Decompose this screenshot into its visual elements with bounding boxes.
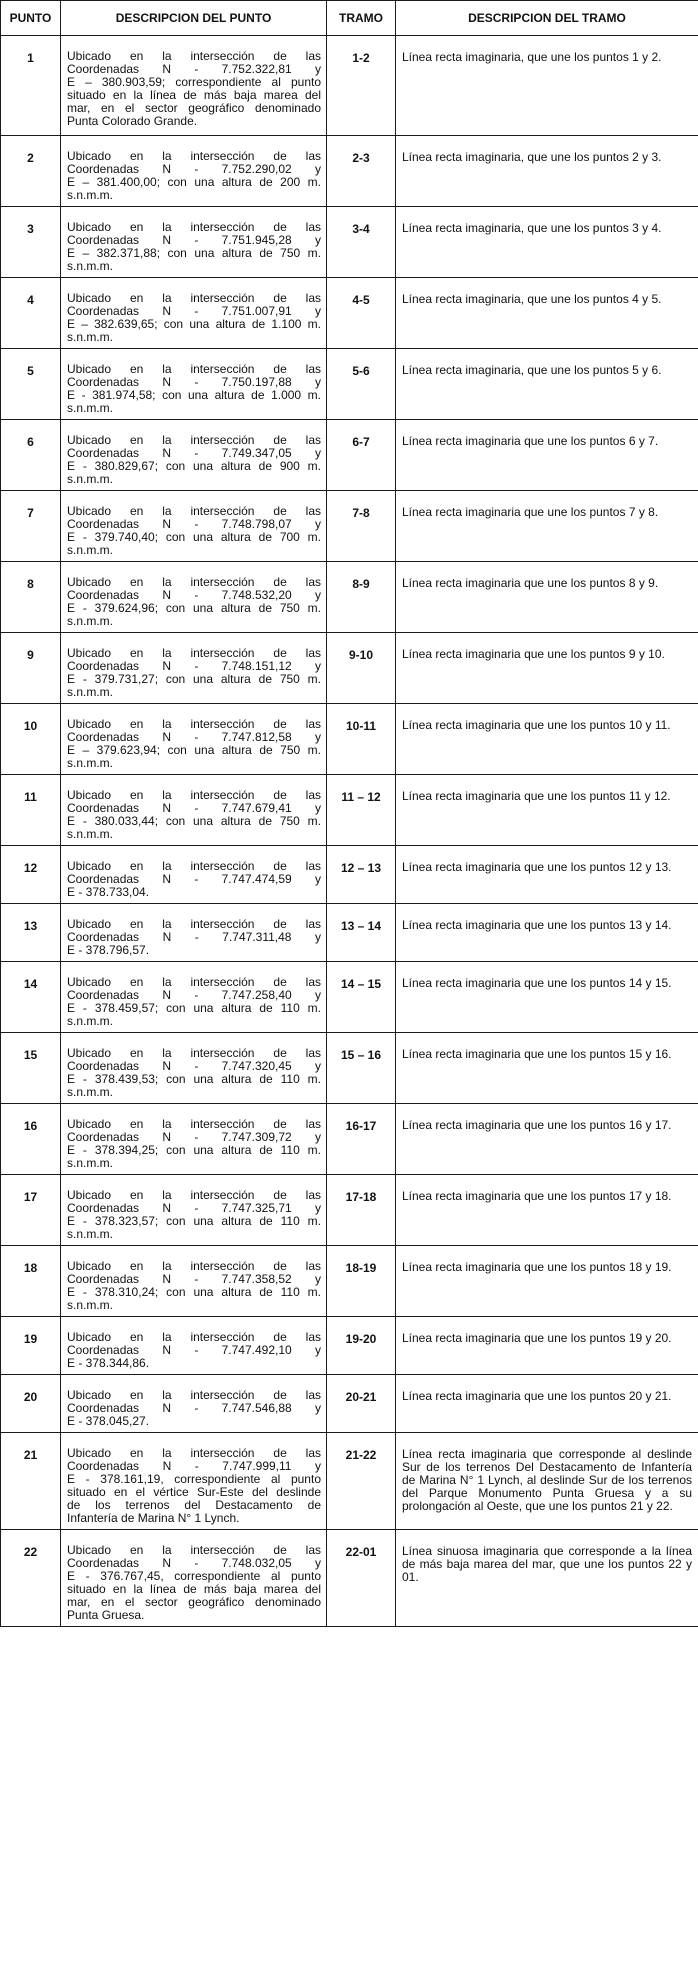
table-row [1,136,698,207]
tramo-description-text: Línea recta imaginaria que une los puntos 16 y 17. [402,1118,672,1132]
description-line: Ubicado en la intersección de las [67,362,321,376]
tramo-description [396,491,698,562]
punto-description [61,491,327,562]
tramo-label: 14 – 15 [327,962,396,1033]
punto-number: 6 [1,420,61,491]
table-row [1,1530,698,1627]
description-line: Ubicado en la intersección de las [67,646,321,660]
description-line: E - 380.033,44; con una altura de 750 m. [67,814,321,828]
tramo-label: 1-2 [327,36,396,136]
tramo-label: 3-4 [327,207,396,278]
tramo-description-text: Línea recta imaginaria, que une los puntos 5 y 6. [402,363,662,377]
description-line: s.n.m.m. [67,1156,114,1170]
description-line: Coordenadas N - 7.747.812,58 y [67,730,321,744]
description-line: E - 378.344,86. [67,1356,150,1370]
description-line: Ubicado en la intersección de las [67,859,321,873]
description-line: Ubicado en la intersección de las [67,1330,321,1344]
tramo-description [396,1033,698,1104]
punto-description [61,36,327,136]
tramo-description-text: Línea recta imaginaria que une los puntos 9 y 10. [402,647,665,661]
table-row [1,1033,698,1104]
tramo-description-text: Línea recta imaginaria que une los puntos 17 y 18. [402,1189,672,1203]
table-row [1,904,698,962]
description-line: situado en el vértice Sur-Este del deslinde [67,1485,321,1499]
description-line: Coordenadas N - 7.751.007,91 y [67,304,321,318]
punto-number: 11 [1,775,61,846]
tramo-label: 6-7 [327,420,396,491]
description-line: Punta Colorado Grande. [67,114,198,128]
description-line: s.n.m.m. [67,756,114,770]
table-row [1,1104,698,1175]
tramo-description [396,1530,698,1627]
tramo-description [396,136,698,207]
punto-description [61,775,327,846]
description-line: s.n.m.m. [67,401,114,415]
tramo-description-text: Línea recta imaginaria, que une los puntos 3 y 4. [402,221,662,235]
description-line: Ubicado en la intersección de las [67,1046,321,1060]
punto-number: 7 [1,491,61,562]
table-row [1,491,698,562]
tramo-label: 5-6 [327,349,396,420]
table-row [1,1175,698,1246]
description-line: E – 381.400,00; con una altura de 200 m. [67,175,321,189]
tramo-description [396,704,698,775]
description-line: Coordenadas N - 7.747.320,45 y [67,1059,321,1073]
tramo-description-text: Línea recta imaginaria, que une los puntos 4 y 5. [402,292,662,306]
description-line: Coordenadas N - 7.747.309,72 y [67,1130,321,1144]
tramo-description [396,1104,698,1175]
description-line: Coordenadas N - 7.750.197,88 y [67,375,321,389]
punto-number: 13 [1,904,61,962]
punto-description [61,704,327,775]
tramo-description [396,904,698,962]
tramo-description [396,420,698,491]
description-line: s.n.m.m. [67,259,114,273]
punto-description [61,846,327,904]
punto-number: 12 [1,846,61,904]
description-line: Ubicado en la intersección de las [67,917,321,931]
description-line: E - 379.740,40; con una altura de 700 m. [67,530,321,544]
description-line: Ubicado en la intersección de las [67,1259,321,1273]
description-line: E - 378.459,57; con una altura de 110 m. [67,1001,321,1015]
tramo-description-text: Línea recta imaginaria que une los puntos 8 y 9. [402,576,659,590]
table-row [1,775,698,846]
description-line: Ubicado en la intersección de las [67,1446,321,1460]
header-punto: PUNTO [1,1,61,36]
description-line: Coordenadas N - 7.747.679,41 y [67,801,321,815]
tramo-description [396,207,698,278]
tramo-label: 13 – 14 [327,904,396,962]
punto-description [61,349,327,420]
punto-number: 1 [1,36,61,136]
tramo-label: 16-17 [327,1104,396,1175]
description-line: Coordenadas N - 7.747.258,40 y [67,988,321,1002]
punto-number: 18 [1,1246,61,1317]
description-line: mar, en el sector geográfico denominado [67,101,321,115]
description-line: Ubicado en la intersección de las [67,1188,321,1202]
tramo-description-text: Línea recta imaginaria que une los puntos 6 y 7. [402,434,659,448]
header-tramo: TRAMO [327,1,396,36]
table-body [1,36,698,1627]
tramo-description-text: Línea recta imaginaria que une los puntos 11 y 12. [402,789,671,803]
description-line: Coordenadas N - 7.749.347,05 y [67,446,321,460]
description-line: s.n.m.m. [67,1085,114,1099]
tramo-label: 19-20 [327,1317,396,1375]
table-row [1,278,698,349]
description-line: s.n.m.m. [67,1298,114,1312]
table-row [1,1317,698,1375]
table-row [1,420,698,491]
tramo-label: 15 – 16 [327,1033,396,1104]
tramo-description [396,36,698,136]
tramo-description [396,1175,698,1246]
tramo-description [396,1317,698,1375]
table-row [1,1433,698,1530]
punto-description [61,207,327,278]
description-line: s.n.m.m. [67,330,114,344]
description-line: Ubicado en la intersección de las [67,49,321,63]
tramo-description-text: Línea recta imaginaria que une los puntos 7 y 8. [402,505,659,519]
description-line: E - 378.323,57; con una altura de 110 m. [67,1214,321,1228]
description-line: E - 379.731,27; con una altura de 750 m. [67,672,321,686]
tramo-description-text: Línea recta imaginaria que une los puntos 20 y 21. [402,1389,672,1403]
header-descripcion-punto: DESCRIPCION DEL PUNTO [61,1,327,36]
punto-description [61,904,327,962]
tramo-description-text: Línea sinuosa imaginaria que corresponde a la línea de más baja marea del mar, que une los puntos 22 y 01. [402,1544,692,1584]
description-line: Ubicado en la intersección de las [67,1543,321,1557]
tramo-label: 20-21 [327,1375,396,1433]
tramo-label: 7-8 [327,491,396,562]
description-line: Coordenadas N - 7.747.325,71 y [67,1201,321,1215]
description-line: E – 380.903,59; correspondiente al punto [67,75,321,89]
description-line: Ubicado en la intersección de las [67,975,321,989]
description-line: mar, en el sector geográfico denominado [67,1595,321,1609]
punto-description [61,1104,327,1175]
tramo-label: 4-5 [327,278,396,349]
tramo-label: 18-19 [327,1246,396,1317]
description-line: situado en la línea de más baja marea del [67,88,321,102]
description-line: s.n.m.m. [67,1014,114,1028]
tramo-label: 10-11 [327,704,396,775]
tramo-description-text: Línea recta imaginaria, que une los puntos 2 y 3. [402,150,662,164]
tramo-description [396,962,698,1033]
tramo-description [396,562,698,633]
table-header-row [1,1,698,36]
punto-number: 8 [1,562,61,633]
description-line: Coordenadas N - 7.752.322,81 y [67,62,321,76]
tramo-label: 2-3 [327,136,396,207]
description-line: Coordenadas N - 7.747.492,10 y [67,1343,321,1357]
description-line: Punta Gruesa. [67,1608,145,1622]
table-row [1,704,698,775]
tramo-description-text: Línea recta imaginaria que une los puntos 12 y 13. [402,860,672,874]
header-descripcion-tramo: DESCRIPCION DEL TRAMO [396,1,698,36]
description-line: Ubicado en la intersección de las [67,220,321,234]
punto-number: 15 [1,1033,61,1104]
tramo-label: 11 – 12 [327,775,396,846]
punto-description [61,562,327,633]
tramo-description-text: Línea recta imaginaria que une los puntos 10 y 11. [402,718,671,732]
tramo-label: 12 – 13 [327,846,396,904]
punto-number: 3 [1,207,61,278]
description-line: Ubicado en la intersección de las [67,1117,321,1131]
description-line: Coordenadas N - 7.747.999,11 y [67,1459,321,1473]
tramo-description-text: Línea recta imaginaria que corresponde al deslinde Sur de los terrenos Del Destacamento de Infantería de Marina N° 1 Lynch, al deslinde Sur de los terrenos del Parque Monumento Punta Gruesa y a su prolongación al Oeste, que une los puntos 21 y 22. [402,1447,692,1513]
punto-description [61,962,327,1033]
description-line: Ubicado en la intersección de las [67,788,321,802]
description-line: Coordenadas N - 7.747.474,59 y [67,872,321,886]
description-line: E - 378.796,57. [67,943,150,957]
tramo-description-text: Línea recta imaginaria que une los puntos 14 y 15. [402,976,672,990]
description-line: s.n.m.m. [67,685,114,699]
tramo-description-text: Línea recta imaginaria, que une los puntos 1 y 2. [402,50,662,64]
punto-number: 21 [1,1433,61,1530]
tramo-description-text: Línea recta imaginaria que une los puntos 19 y 20. [402,1331,672,1345]
description-line: situado en la línea de más baja marea del [67,1582,321,1596]
punto-number: 14 [1,962,61,1033]
punto-description [61,1175,327,1246]
punto-number: 2 [1,136,61,207]
description-line: Coordenadas N - 7.748.532,20 y [67,588,321,602]
description-line: E - 379.624,96; con una altura de 750 m. [67,601,321,615]
description-line: s.n.m.m. [67,1227,114,1241]
description-line: Coordenadas N - 7.748.798,07 y [67,517,321,531]
description-line: E - 378.161,19, correspondiente al punto [67,1472,321,1486]
table-row [1,1246,698,1317]
description-line: E – 379.623,94; con una altura de 750 m. [67,743,321,757]
punto-description [61,136,327,207]
description-line: s.n.m.m. [67,472,114,486]
punto-number: 19 [1,1317,61,1375]
punto-number: 9 [1,633,61,704]
punto-number: 4 [1,278,61,349]
description-line: E - 378.394,25; con una altura de 110 m. [67,1143,321,1157]
description-line: E - 381.974,58; con una altura de 1.000 m. [67,388,321,402]
description-line: E - 378.733,04. [67,885,150,899]
description-line: E – 382.639,65; con una altura de 1.100 m. [67,317,321,331]
tramo-description [396,846,698,904]
table-row [1,633,698,704]
punto-description [61,420,327,491]
description-line: Coordenadas N - 7.748.151,12 y [67,659,321,673]
description-line: Ubicado en la intersección de las [67,504,321,518]
tramo-description [396,278,698,349]
tramo-description [396,775,698,846]
tramo-description [396,633,698,704]
description-line: s.n.m.m. [67,827,114,841]
table-row [1,1375,698,1433]
description-line: Ubicado en la intersección de las [67,1388,321,1402]
tramo-description [396,1433,698,1530]
punto-description [61,1375,327,1433]
description-line: E - 378.439,53; con una altura de 110 m. [67,1072,321,1086]
punto-description [61,1433,327,1530]
description-line: Ubicado en la intersección de las [67,433,321,447]
tramo-description [396,1246,698,1317]
table-row [1,562,698,633]
description-line: Coordenadas N - 7.751.945,28 y [67,233,321,247]
description-line: Coordenadas N - 7.747.358,52 y [67,1272,321,1286]
description-line: E - 378.310,24; con una altura de 110 m. [67,1285,321,1299]
description-line: Coordenadas N - 7.752.290,02 y [67,162,321,176]
tramo-description [396,1375,698,1433]
tramo-label: 17-18 [327,1175,396,1246]
description-line: Ubicado en la intersección de las [67,575,321,589]
tramo-label: 22-01 [327,1530,396,1627]
description-line: Ubicado en la intersección de las [67,291,321,305]
description-line: Infantería de Marina N° 1 Lynch. [67,1511,240,1525]
punto-number: 17 [1,1175,61,1246]
tramo-label: 9-10 [327,633,396,704]
punto-number: 22 [1,1530,61,1627]
description-line: s.n.m.m. [67,188,114,202]
punto-description [61,278,327,349]
description-line: Coordenadas N - 7.747.311,48 y [67,930,321,944]
punto-description [61,633,327,704]
punto-description [61,1246,327,1317]
description-line: E – 382.371,88; con una altura de 750 m. [67,246,321,260]
description-line: s.n.m.m. [67,543,114,557]
tramo-description-text: Línea recta imaginaria que une los puntos 18 y 19. [402,1260,672,1274]
description-line: Coordenadas N - 7.747.546,88 y [67,1401,321,1415]
punto-number: 20 [1,1375,61,1433]
description-line: E - 380.829,67; con una altura de 900 m. [67,459,321,473]
punto-number: 5 [1,349,61,420]
tramo-description-text: Línea recta imaginaria que une los puntos 15 y 16. [402,1047,672,1061]
description-line: de los terrenos del Destacamento de [67,1498,321,1512]
tramo-description [396,349,698,420]
punto-description [61,1033,327,1104]
description-line: E - 376.767,45, correspondiente al punto [67,1569,321,1583]
punto-number: 10 [1,704,61,775]
table-row [1,207,698,278]
description-line: Coordenadas N - 7.748.032,05 y [67,1556,321,1570]
punto-description [61,1530,327,1627]
punto-number: 16 [1,1104,61,1175]
description-line: Ubicado en la intersección de las [67,717,321,731]
description-line: Ubicado en la intersección de las [67,149,321,163]
tramo-label: 21-22 [327,1433,396,1530]
description-line: E - 378.045,27. [67,1414,150,1428]
table-row [1,846,698,904]
description-line: s.n.m.m. [67,614,114,628]
tramo-label: 8-9 [327,562,396,633]
tramo-description-text: Línea recta imaginaria que une los puntos 13 y 14. [402,918,672,932]
punto-description [61,1317,327,1375]
table-row [1,962,698,1033]
table-row [1,36,698,136]
table-row [1,349,698,420]
